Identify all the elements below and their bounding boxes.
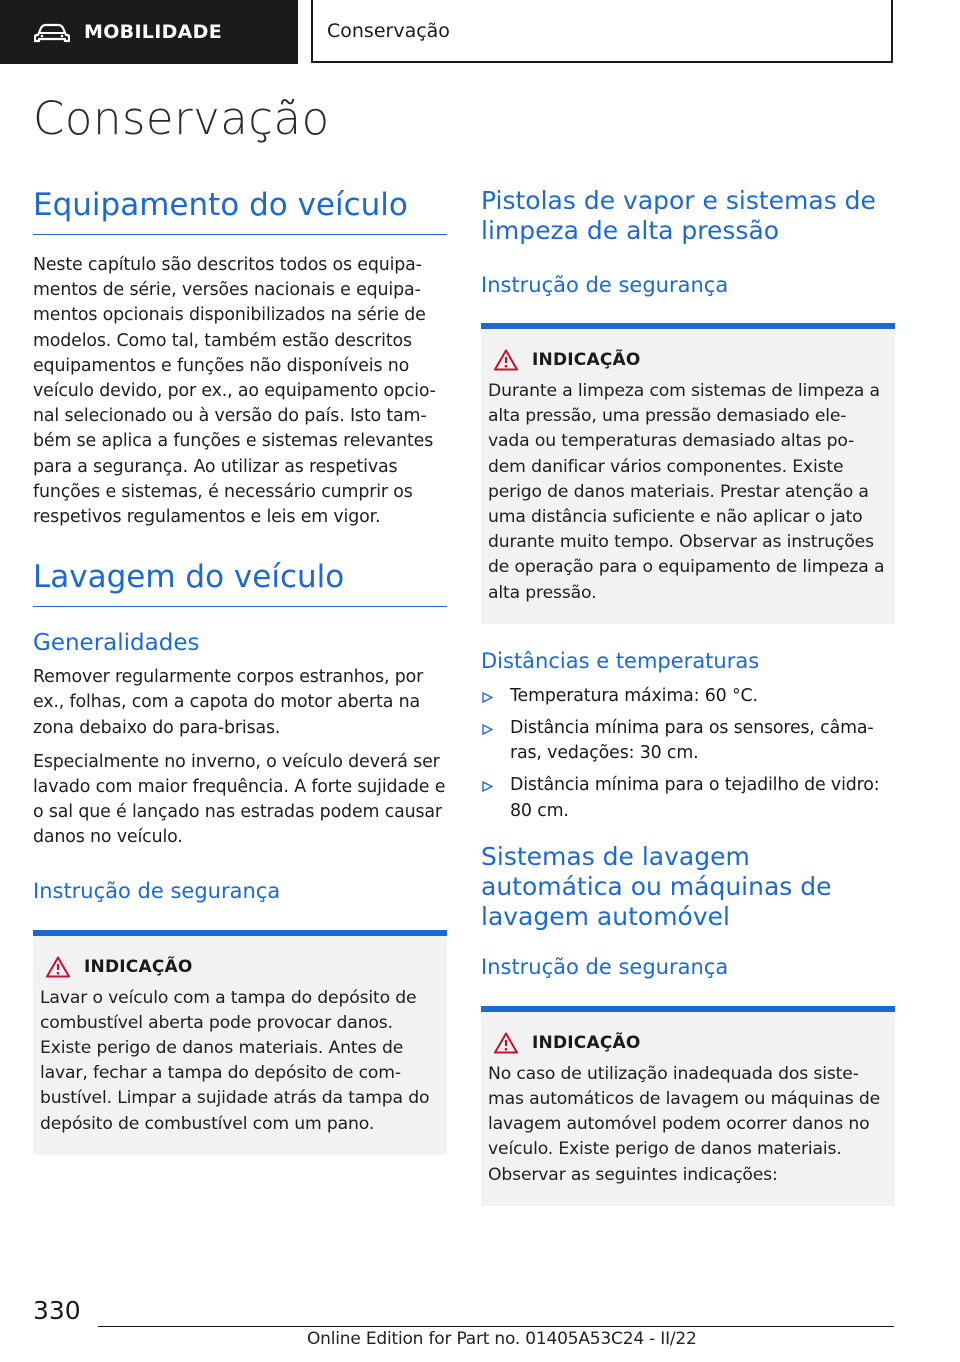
section-label: MOBILIDADE [84, 21, 223, 43]
heading-generalidades: Generalidades [33, 630, 200, 657]
warning-icon [494, 1032, 518, 1054]
bullet-triangle-icon [482, 724, 493, 735]
heading-instrucao-seguranca: Instrução de segurança [33, 878, 281, 903]
notice-box [33, 930, 447, 1155]
notice-title-1: INDICAÇÃO [532, 350, 641, 370]
paragraph-equipamento: Neste capítulo são descritos todos os equipa-mentos de série, versões nacionais e equipa-mentos opcionais disponibilizados na série de modelos. Como tal, também estão descritos equipamentos e funções não disponíveis no veículo devido, por ex., ao equipamento opcio-nal selecionado ou à versão do país. Isto tam-bém se aplica a funções e sistemas relevantes para a segurança. Ao utilizar as respetivas funções e sistemas, é necessário cumprir os respetivos regulamentos e leis em vigor. [33, 255, 436, 528]
list-item [481, 773, 895, 823]
right-column [481, 186, 895, 1206]
list-item-text: Distância mínima para os sensores, câma-ras, vedações: 30 cm. [510, 718, 874, 764]
distance-list [481, 684, 895, 824]
left-column [33, 186, 447, 1155]
list-item-text: Distância mínima para o tejadilho de vidro: 80 cm. [510, 775, 880, 821]
notice-box-2 [481, 1006, 895, 1206]
list-item [481, 716, 895, 766]
paragraph-generalidades-2: Especialmente no inverno, o veículo deverá ser lavado com maior frequência. A forte sujidade e o sal que é lançado nas estradas podem causar danos no veículo. [33, 751, 446, 848]
notice-header-1 [488, 349, 885, 371]
list-item-text: Temperatura máxima: 60 °C. [510, 685, 758, 706]
heading-equipamento: Equipamento do veículo [33, 186, 447, 235]
heading-instrucao-seguranca-2: Instrução de segurança [481, 954, 729, 979]
notice-text-1: Durante a limpeza com sistemas de limpeza a alta pressão, uma pressão demasiado ele-vada ou temperaturas demasiado altas po-dem danificar vários componentes. Existe perigo de danos materiais. Prestar atenção a uma distância suficiente e não aplicar o jato durante muito tempo. Observar as instruções de operação para o equipamento de limpeza a alta pressão. [488, 381, 885, 603]
chapter-header [311, 0, 893, 63]
bullet-triangle-icon [482, 781, 493, 792]
footer-edition: Online Edition for Part no. 01405A53C24 - II/22 [307, 1329, 697, 1349]
notice-header-2 [488, 1032, 885, 1054]
list-item [481, 684, 895, 709]
notice-text: Lavar o veículo com a tampa do depósito de combustível aberta pode provocar danos. Existe perigo de danos materiais. Antes de lavar, fechar a tampa do depósito de com-bustível. Limpar a sujidade atrás da tampa do depósito de combustível com um pano. [40, 987, 430, 1134]
paragraph-generalidades-1: Remover regularmente corpos estranhos, por ex., folhas, com a capota do motor aberta na zona debaixo do para-brisas. [33, 667, 424, 738]
notice-title-2: INDICAÇÃO [532, 1032, 641, 1053]
heading-pistolas-vapor: Pistolas de vapor e sistemas de limpeza de alta pressão [481, 186, 876, 245]
section-header [0, 0, 298, 64]
warning-icon [494, 349, 518, 371]
warning-icon [46, 956, 70, 978]
chapter-label: Conservação [327, 19, 450, 42]
bullet-triangle-icon [482, 692, 493, 703]
car-icon [34, 20, 70, 44]
notice-box-1 [481, 323, 895, 624]
notice-title: INDICAÇÃO [84, 956, 193, 977]
heading-instrucao-seguranca-1: Instrução de segurança [481, 273, 729, 297]
page-title: Conservação [33, 92, 330, 145]
heading-distancias: Distâncias e temperaturas [481, 648, 760, 673]
footer-divider [98, 1326, 894, 1327]
notice-header [40, 956, 437, 978]
heading-sistemas-lavagem: Sistemas de lavagem automática ou máquinas de lavagem automóvel [481, 841, 832, 931]
notice-text-2: No caso de utilização inadequada dos siste-mas automáticos de lavagem ou máquinas de lavagem automóvel podem ocorrer danos no veículo. Existe perigo de danos materiais. Observar as seguintes indicações: [488, 1063, 881, 1185]
page-number: 330 [33, 1296, 81, 1325]
heading-lavagem: Lavagem do veículo [33, 558, 447, 607]
